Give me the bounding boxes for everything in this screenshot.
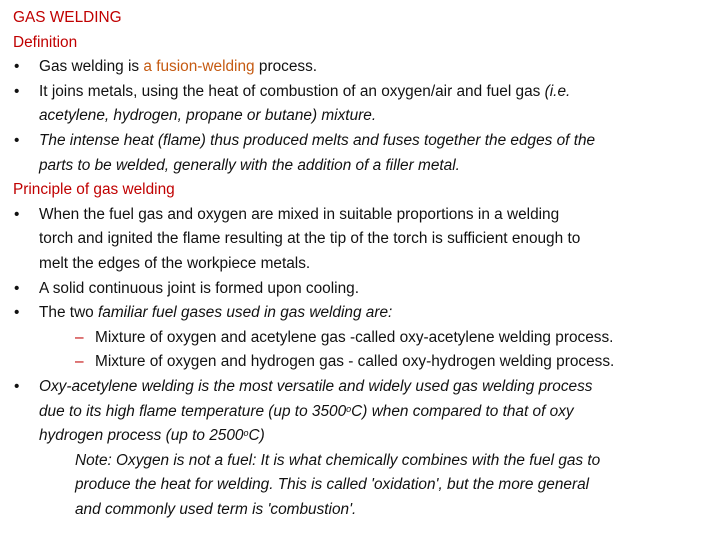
list-item: • Gas welding is a fusion-welding process. [13, 55, 712, 80]
bullet-icon: • [14, 377, 20, 395]
definition-heading: Definition [13, 33, 78, 51]
list-item: • The two familiar fuel gases used in gas welding are: [13, 301, 712, 326]
sub-list-item: – Mixture of oxygen and hydrogen gas - called oxy-hydrogen welding process. [13, 350, 712, 375]
principle-heading: Principle of gas welding [13, 181, 175, 199]
bullet-icon: • [14, 82, 20, 100]
bullet-icon: • [14, 304, 20, 322]
list-item: • When the fuel gas and oxygen are mixed in suitable proportions in a welding torch and ignited the flame resulting at the tip of the torch is sufficient enough to melt the edges of the workpiece metals. [13, 203, 712, 277]
bullet-icon: • [14, 279, 20, 297]
bullet-icon: • [14, 131, 20, 149]
note-paragraph: Note: Oxygen is not a fuel: It is what chemically combines with the fuel gas to produce the heat for welding. This is called 'oxidation', but the more general and commonly used term is 'combustion'. [75, 451, 601, 518]
highlighted-term: a fusion-welding [143, 58, 255, 76]
list-item: • The intense heat (flame) thus produced melts and fuses together the edges of the parts to be welded, generally with the addition of a filler metal. [13, 129, 712, 178]
list-item: • Oxy-acetylene welding is the most versatile and widely used gas welding process due to its high flame temperature (up to 3500$^o$C) when compared to that of oxy hydrogen process (up to 2500$^o$C) [13, 375, 712, 449]
list-item: • It joins metals, using the heat of combustion of an oxygen/air and fuel gas (i.e. acetylene, hydrogen, propane or butane) mixture. [13, 80, 712, 129]
bullet-icon: • [14, 58, 20, 76]
page-title: GAS WELDING [13, 9, 122, 26]
sub-list-item: – Mixture of oxygen and acetylene gas -called oxy-acetylene welding process. [13, 326, 712, 351]
dash-icon: – [75, 353, 84, 371]
list-item: • A solid continuous joint is formed upon cooling. [13, 277, 712, 302]
dash-icon: – [75, 328, 84, 346]
bullet-icon: • [14, 205, 20, 223]
